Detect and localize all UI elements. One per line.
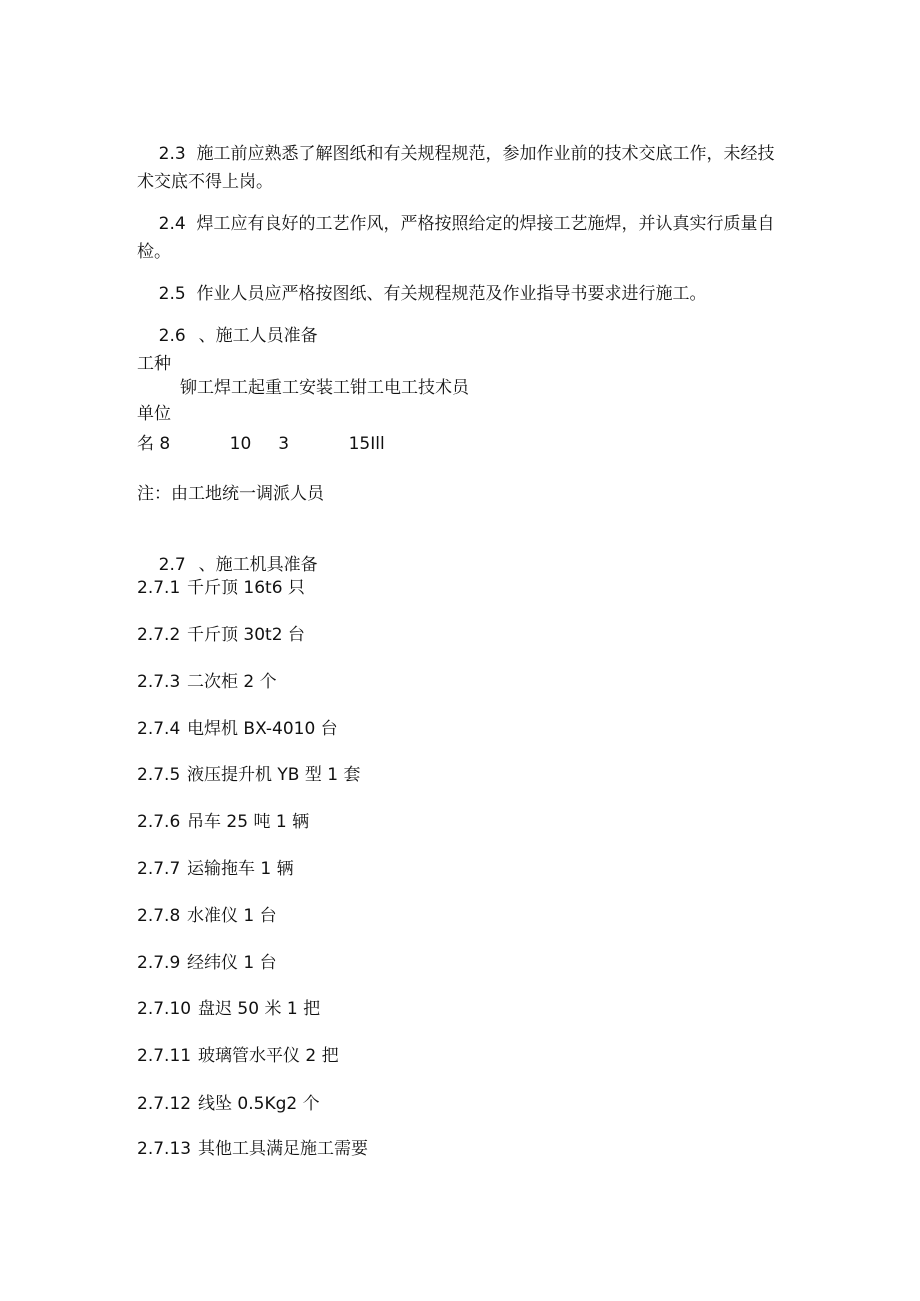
list-item — [137, 763, 360, 787]
section-title: 、施工机具准备 — [198, 555, 318, 575]
section-number: 2.7 — [158, 555, 186, 575]
item-number: 2.7.10 — [137, 999, 192, 1019]
item-text: 电焊机 BX-4010 台 — [187, 719, 338, 739]
item-number: 2.7.13 — [137, 1139, 192, 1159]
count-row: 名 8 10 3 15Ill — [137, 434, 385, 454]
list-item — [137, 1092, 320, 1116]
item-number: 2.7.3 — [137, 672, 181, 692]
item-text: 其他工具满足施工需要 — [198, 1139, 368, 1159]
list-item — [137, 951, 277, 975]
item-text: 千斤顶 30t2 台 — [187, 625, 305, 645]
item-number: 2.7.7 — [137, 859, 181, 879]
list-item — [137, 717, 338, 741]
item-text: 吊车 25 吨 1 辆 — [187, 812, 310, 832]
item-number: 2.7.2 — [137, 625, 181, 645]
item-number: 2.7.1 — [137, 578, 181, 598]
paragraph-number: 2.3 — [158, 144, 186, 164]
personnel-note: 注：由工地统一调派人员 — [137, 484, 324, 504]
item-number: 2.7.12 — [137, 1094, 192, 1114]
paragraph-number: 2.4 — [158, 214, 186, 234]
item-text: 运输拖车 1 辆 — [187, 859, 294, 879]
item-number: 2.7.11 — [137, 1046, 192, 1066]
item-text: 液压提升机 YB 型 1 套 — [187, 765, 361, 785]
list-item — [137, 904, 277, 928]
list-item — [137, 1137, 368, 1161]
list-item — [137, 997, 320, 1021]
item-number: 2.7.6 — [137, 812, 181, 832]
item-number: 2.7.5 — [137, 765, 181, 785]
item-text: 线坠 0.5Kg2 个 — [198, 1094, 320, 1114]
paragraph-text: 作业人员应严格按图纸、有关规程规范及作业指导书要求进行施工。 — [196, 284, 707, 304]
item-text: 玻璃管水平仪 2 把 — [198, 1046, 339, 1066]
list-item — [137, 1044, 339, 1068]
paragraph-text: 焊工应有良好的工艺作风，严格按照给定的焊接工艺施焊，并认真实行质量自检。 — [137, 214, 775, 262]
item-number: 2.7.4 — [137, 719, 181, 739]
list-item — [137, 576, 305, 600]
list-item — [137, 857, 294, 881]
trade-list: 铆工焊工起重工安装工钳工电工技术员 — [180, 378, 469, 398]
trade-row-label: 工种 — [137, 354, 171, 374]
list-item — [137, 670, 277, 694]
list-item — [137, 623, 305, 647]
item-text: 水准仪 1 台 — [187, 906, 277, 926]
item-text: 二次柜 2 个 — [187, 672, 277, 692]
item-text: 经纬仪 1 台 — [187, 953, 277, 973]
item-number: 2.7.9 — [137, 953, 181, 973]
paragraph-number: 2.5 — [158, 284, 186, 304]
item-text: 千斤顶 16t6 只 — [187, 578, 305, 598]
unit-row-label: 单位 — [137, 404, 171, 424]
item-text: 盘迟 50 米 1 把 — [198, 999, 321, 1019]
item-number: 2.7.8 — [137, 906, 181, 926]
paragraph-text: 施工前应熟悉了解图纸和有关规程规范，参加作业前的技术交底工作，未经技术交底不得上岗。 — [137, 144, 775, 192]
list-item — [137, 810, 309, 834]
section-title: 、施工人员准备 — [198, 326, 318, 346]
section-number: 2.6 — [158, 326, 186, 346]
